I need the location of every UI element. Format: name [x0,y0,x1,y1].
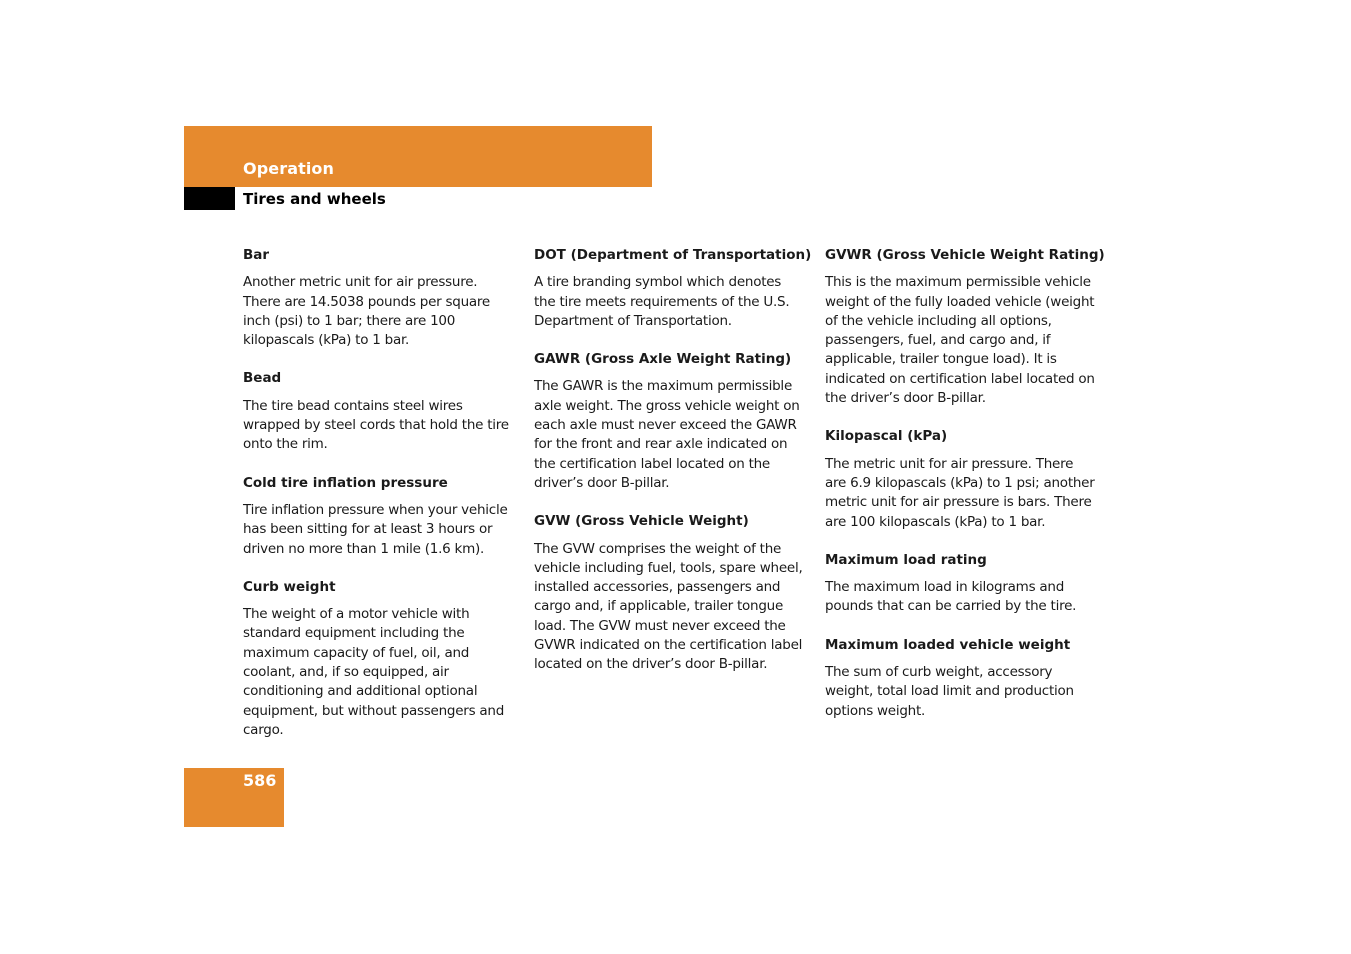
section-tab-marker [184,187,235,210]
desc-kilopascal: The metric unit for air pressure. There are 6.9 kilopascals (kPa) to 1 psi; another metric unit for air pressure is bars. There are 100 kilopascals (kPa) to 1 bar. [825,455,1095,530]
term-kilopascal: Kilopascal (kPa) [825,428,948,445]
desc-gvw: The GVW comprises the weight of the vehicle including fuel, tools, spare wheel, installed accessories, passengers and cargo and, if applicable, trailer tongue load. The GVW must never exceed the GVWR indicated on the certification label located on the driver’s door B-pillar. [534,540,803,673]
desc-bead: The tire bead contains steel wires wrapped by steel cords that hold the tire onto the rim. [243,397,509,453]
term-maximum-load-rating: Maximum load rating [825,551,987,568]
term-bar: Bar [243,247,270,263]
desc-gawr: The GAWR is the maximum permissible axle weight. The gross vehicle weight on each axle must never exceed the GAWR for the front and rear axle indicated on the certification label located on the driver’s door B-pillar. [534,378,800,491]
term-bead: Bead [243,370,282,387]
glossary-column-2 [534,246,812,694]
desc-maximum-loaded-vehicle-weight: The sum of curb weight, accessory weight, total load limit and production options weight. [825,664,1074,719]
glossary-column-3 [825,246,1105,740]
term-maximum-loaded-vehicle-weight: Maximum loaded vehicle weight [825,636,1071,653]
desc-curb-weight: The weight of a motor vehicle with standard equipment including the maximum capacity of fuel, oil, and coolant, and, if so equipped, air conditioning and additional optional equipment, but without passengers and cargo. [243,606,505,738]
term-cold-tire-inflation-pressure: Cold tire inflation pressure [243,474,448,491]
desc-dot: A tire branding symbol which denotes the tire meets requirements of the U.S. Department of Transportation. [534,274,790,329]
desc-gvwr: This is the maximum permissible vehicle weight of the fully loaded vehicle (weight of the vehicle including all options, passengers, fuel, and cargo and, if applicable, trailer tongue load). It is indicated on certification label located on the driver’s door B-pillar. [825,274,1095,407]
term-gawr: GAWR (Gross Axle Weight Rating) [534,351,792,368]
desc-cold-tire-inflation-pressure: Tire inflation pressure when your vehicle has been sitting for at least 3 hours or driven no more than 1 mile (1.6 km). [243,501,508,557]
term-curb-weight: Curb weight [243,578,336,595]
term-dot: DOT (Department of Transportation) [534,247,812,263]
term-gvwr: GVWR (Gross Vehicle Weight Rating) [825,247,1105,263]
desc-bar: Another metric unit for air pressure. There are 14.5038 pounds per square inch (psi) to 1 bar; there are 100 kilopascals (kPa) to 1 bar. [243,274,490,349]
desc-maximum-load-rating: The maximum load in kilograms and pounds that can be carried by the tire. [825,579,1077,615]
glossary-column-1 [243,246,515,759]
subsection-title: Tires and wheels [243,190,386,208]
page-number: 586 [243,771,277,790]
term-gvw: GVW (Gross Vehicle Weight) [534,513,749,530]
section-title: Operation [243,159,335,178]
